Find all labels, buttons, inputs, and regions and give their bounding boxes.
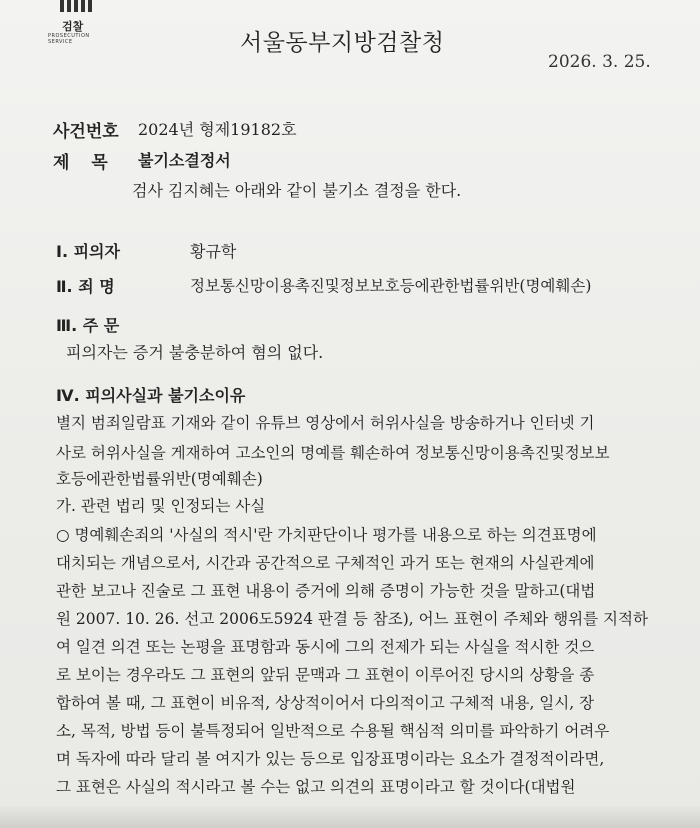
page-bottom-edge [0, 806, 700, 828]
body-line: 대치되는 개념으로서, 시간과 공간적으로 구체적인 과거 또는 현재의 사실관계에 [56, 554, 595, 572]
body-line: 합하여 볼 때, 그 표현이 비유적, 상상적이어서 다의적이고 구체적 내용, 일시, 장 [56, 694, 595, 712]
disposition-text: 피의자는 증거 불충분하여 혐의 없다. [66, 343, 324, 362]
body-line: 원 2007. 10. 26. 선고 2006도5924 판결 등 참조), 어느 표현이 주체와 행위를 지적하 [56, 610, 648, 628]
body-line: 여 일견 의견 또는 논평을 표명함과 동시에 그의 전제가 되는 사실을 적시한 것으 [56, 638, 595, 656]
logo-text: 검찰 [62, 20, 84, 33]
body-line: 별지 범죄일람표 기재와 같이 유튜브 영상에서 허위사실을 방송하거나 인터넷 기 [56, 414, 595, 432]
body-line: 호등에관한법률위반(명예훼손) [56, 470, 263, 488]
logo-subtext: PROSECUTION SERVICE [48, 33, 90, 45]
section-suspect-label: Ⅰ. 피의자 [56, 242, 120, 261]
subject-value: 불기소결정서 [138, 151, 231, 170]
case-number-value: 2024년 형제19182호 [138, 120, 297, 139]
charge-name: 정보통신망이용촉진및정보보호등에관한법률위반(명예훼손) [190, 277, 592, 295]
body-line: 로 보이는 경우라도 그 표현의 앞뒤 문맥과 그 표현이 이루어진 당시의 상황을 종 [56, 666, 595, 684]
section-disposition-label: Ⅲ. 주 문 [56, 316, 120, 335]
body-line: 가. 관련 법리 및 인정되는 사실 [56, 497, 266, 515]
logo-emblem-icon [60, 0, 94, 12]
body-line: 며 독자에 따라 달리 볼 여지가 있는 등으로 입장표명이라는 요소가 결정적이라면, [56, 750, 605, 768]
document-date: 2026. 3. 25. [548, 52, 651, 72]
office-title: 서울동부지방검찰청 [240, 30, 445, 56]
body-line: 그 표현은 사실의 적시라고 볼 수는 없고 의견의 표명이라고 할 것이다(대법원 [56, 778, 576, 796]
body-line: 관한 보고나 진술로 그 표현 내용이 증거에 의해 증명이 가능한 것을 말하고(대법 [56, 582, 596, 600]
intro-statement: 검사 김지혜는 아래와 같이 불기소 결정을 한다. [132, 181, 462, 200]
section-charge-label: Ⅱ. 죄 명 [56, 277, 115, 296]
case-number-label: 사건번호 [53, 122, 119, 142]
section-reasons-label: Ⅳ. 피의사실과 불기소이유 [56, 386, 246, 405]
prosecution-logo [44, 0, 114, 46]
suspect-name: 황규학 [190, 242, 237, 261]
body-line: 사로 허위사실을 게재하여 고소인의 명예를 훼손하여 정보통신망이용촉진및정보보 [56, 444, 610, 462]
body-line: 소, 목적, 방법 등이 불특정되어 일반적으로 수용될 핵심적 의미를 파악하기 어려우 [56, 722, 610, 740]
subject-label: 제 목 [53, 153, 116, 173]
body-line: ○ 명예훼손죄의 '사실의 적시'란 가치판단이나 평가를 내용으로 하는 의견표명에 [56, 526, 597, 544]
